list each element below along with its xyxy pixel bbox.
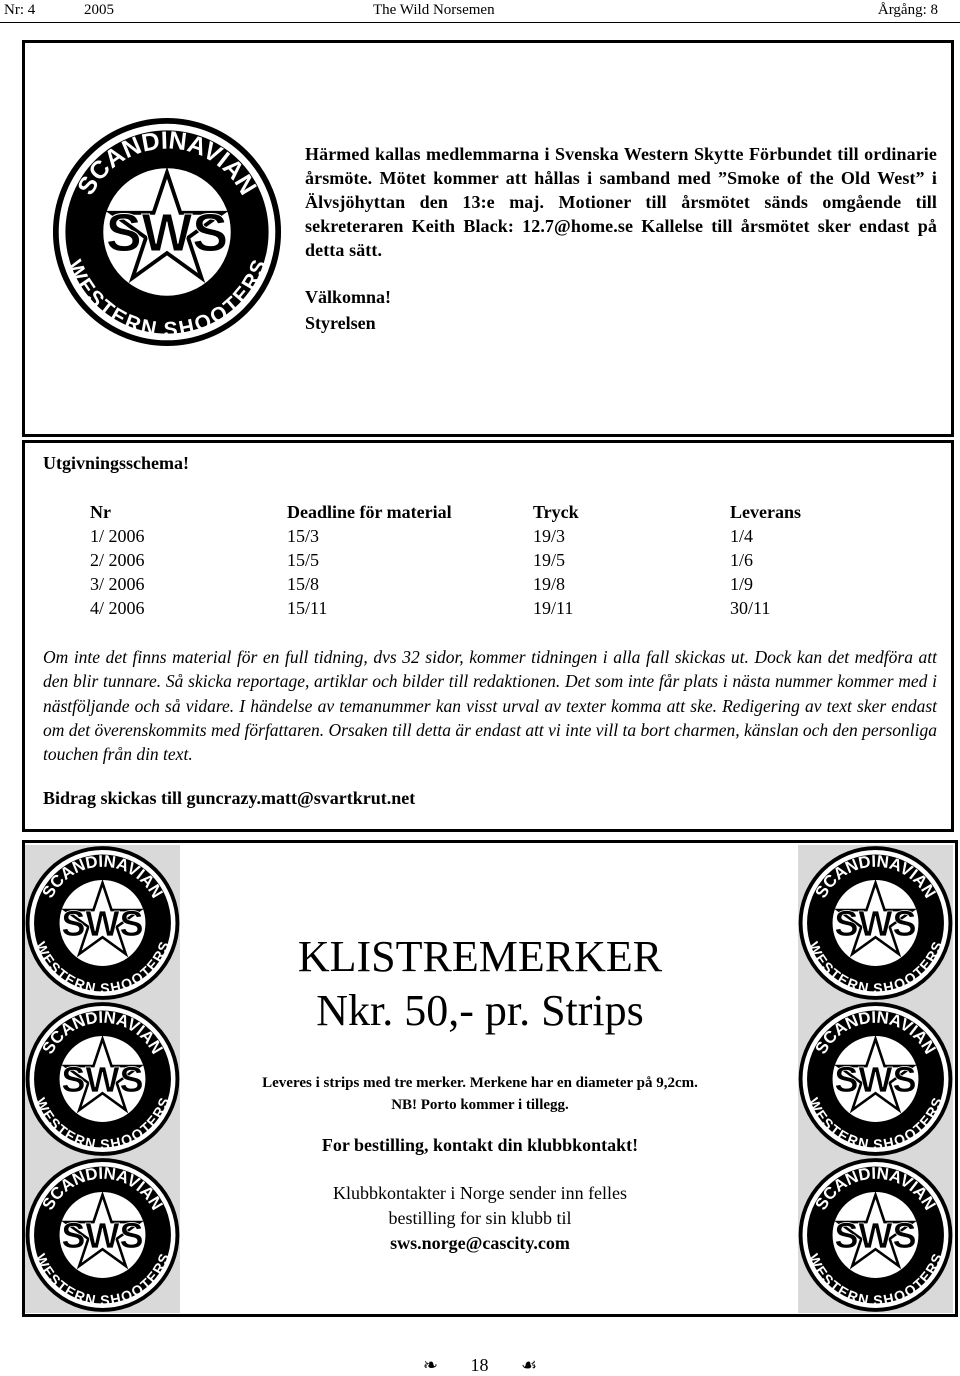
schedule-notice: Om inte det finns material för en full tidning, dvs 32 sidor, kommer tidningen i alla fall skickas ut. Dock kan det medföra att den blir tunnare. Så skicka reportage, artiklar och bilder till redaktionen. Det som inte får plats i nästa nummer kommer med i nästföljande och så vidare. I händelse av temanummer kan visst urval av texter komma att ske. Redigering av text sker endast om det överenskommits med författaren. Orsaken till detta är endast att vi inte vill ta bort charmen, känslan och den personliga touchen från din text. — [43, 647, 937, 765]
sticker-strip-right — [798, 845, 953, 1313]
norway-contact-2: bestilling for sin klubb til — [388, 1208, 572, 1228]
sticker-order: For bestilling, kontakt din klubbkontakt! — [321, 1135, 639, 1155]
sws-logo — [798, 1157, 953, 1313]
meeting-notice — [305, 142, 937, 262]
col-header-delivery: Leverans — [730, 502, 801, 522]
schedule-title: Utgivningsschema! — [43, 453, 190, 473]
norway-email: sws.norge@cascity.com — [390, 1233, 570, 1253]
sws-logo — [798, 1001, 953, 1157]
schedule-box — [22, 440, 954, 832]
cell: 4/ 2006 — [90, 598, 145, 618]
page-number: 18 — [470, 1355, 489, 1375]
cell: 19/8 — [533, 574, 566, 594]
sticker-info-2: NB! Porto kommer i tillegg. — [391, 1097, 569, 1113]
cell: 1/ 2006 — [90, 526, 145, 546]
issue-number: Nr: 4 — [4, 2, 36, 18]
norway-contact-1: Klubbkontakter i Norge sender inn felles — [332, 1183, 628, 1203]
meeting-text: Härmed kallas medlemmarna i Svenska Western Skytte Förbundet till ordinarie årsmöte. Mötet kommer att hållas i samband med ”Smoke of the Old West” i Älvsjöhyttan den 13:e maj. Motioner till årsmötet sänds omgående till sekreteraren Keith Black: 12.7@home.se Kallelse till årsmötet sker endast på detta sätt. — [305, 144, 937, 260]
sws-logo — [25, 1157, 180, 1313]
ornament-left-icon: ❧ — [422, 1355, 438, 1375]
sticker-strip-left — [25, 845, 180, 1313]
cell: 19/11 — [533, 598, 574, 618]
col-header-nr: Nr — [90, 502, 111, 522]
cell: 1/4 — [730, 526, 754, 546]
cell: 3/ 2006 — [90, 574, 145, 594]
cell: 15/8 — [287, 574, 320, 594]
sticker-title — [180, 930, 780, 1038]
signature: Styrelsen — [305, 313, 376, 333]
cell: 15/3 — [287, 526, 320, 546]
meeting-signoff — [305, 284, 391, 336]
cell: 1/9 — [730, 574, 754, 594]
sws-logo — [798, 845, 953, 1001]
contributions-address: Bidrag skickas till guncrazy.matt@svartkrut.net — [43, 788, 416, 808]
cell: 1/6 — [730, 550, 754, 570]
sticker-title-line1: KLISTREMERKER — [297, 932, 663, 981]
cell: 15/5 — [287, 550, 320, 570]
welcome-text: Välkomna! — [305, 287, 392, 307]
ornament-right-icon: ☙ — [520, 1355, 538, 1375]
sticker-info-1: Leveres i strips med tre merker. Merkene har en diameter på 9,2cm. — [262, 1075, 698, 1091]
sticker-price: Nkr. 50,- pr. Strips — [316, 986, 644, 1035]
header-rule — [0, 22, 960, 23]
cell: 19/3 — [533, 526, 566, 546]
cell: 2/ 2006 — [90, 550, 145, 570]
sws-logo — [25, 1001, 180, 1157]
volume-label: Årgång: 8 — [877, 2, 938, 18]
publication-title: The Wild Norsemen — [373, 2, 495, 18]
sws-logo — [25, 845, 180, 1001]
col-header-print: Tryck — [533, 502, 579, 522]
cell: 15/11 — [287, 598, 328, 618]
cell: 19/5 — [533, 550, 566, 570]
col-header-deadline: Deadline för material — [287, 502, 452, 522]
page-header — [0, 0, 960, 22]
sws-logo — [52, 112, 282, 352]
cell: 30/11 — [730, 598, 771, 618]
issue-year: 2005 — [84, 2, 114, 18]
